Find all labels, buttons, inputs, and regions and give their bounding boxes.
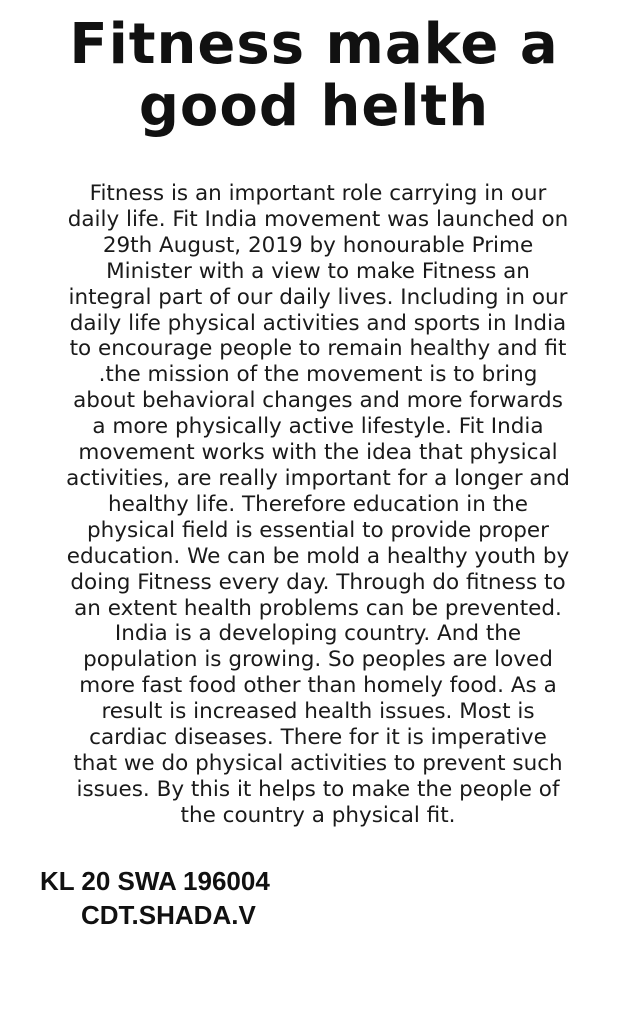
page-title [0, 14, 628, 138]
title-line-1: Fitness make a [69, 12, 559, 77]
title-line-2: good helth [138, 74, 490, 139]
essay-body: Fitness is an important role carrying in our daily life. Fit India movement was launched on 29th August, 2019 by honourable Prime Minister with a view to make Fitness an integral part of our daily lives. Including in our daily life physical activities and sports in India to encourage people to remain healthy and fit .the mission of the movement is to bring about behavioral changes and more forwards a more physically active lifestyle. Fit India movement works with the idea that physical activities, are really important for a longer and healthy life. Therefore education in the physical field is essential to provide proper education. We can be mold a healthy youth by doing Fitness every day. Through do fitness to an extent health problems can be prevented. India is a developing country. And the population is growing. So peoples are loved more fast food other than homely food. As a result is increased health issues. Most is cardiac diseases. There for it is imperative that we do physical activities to prevent such issues. By this it helps to make the people of the country a physical fit. [66, 181, 570, 828]
author-code: KL 20 SWA 196004 [40, 866, 270, 896]
author-name: CDT.SHADA.V [81, 900, 256, 930]
